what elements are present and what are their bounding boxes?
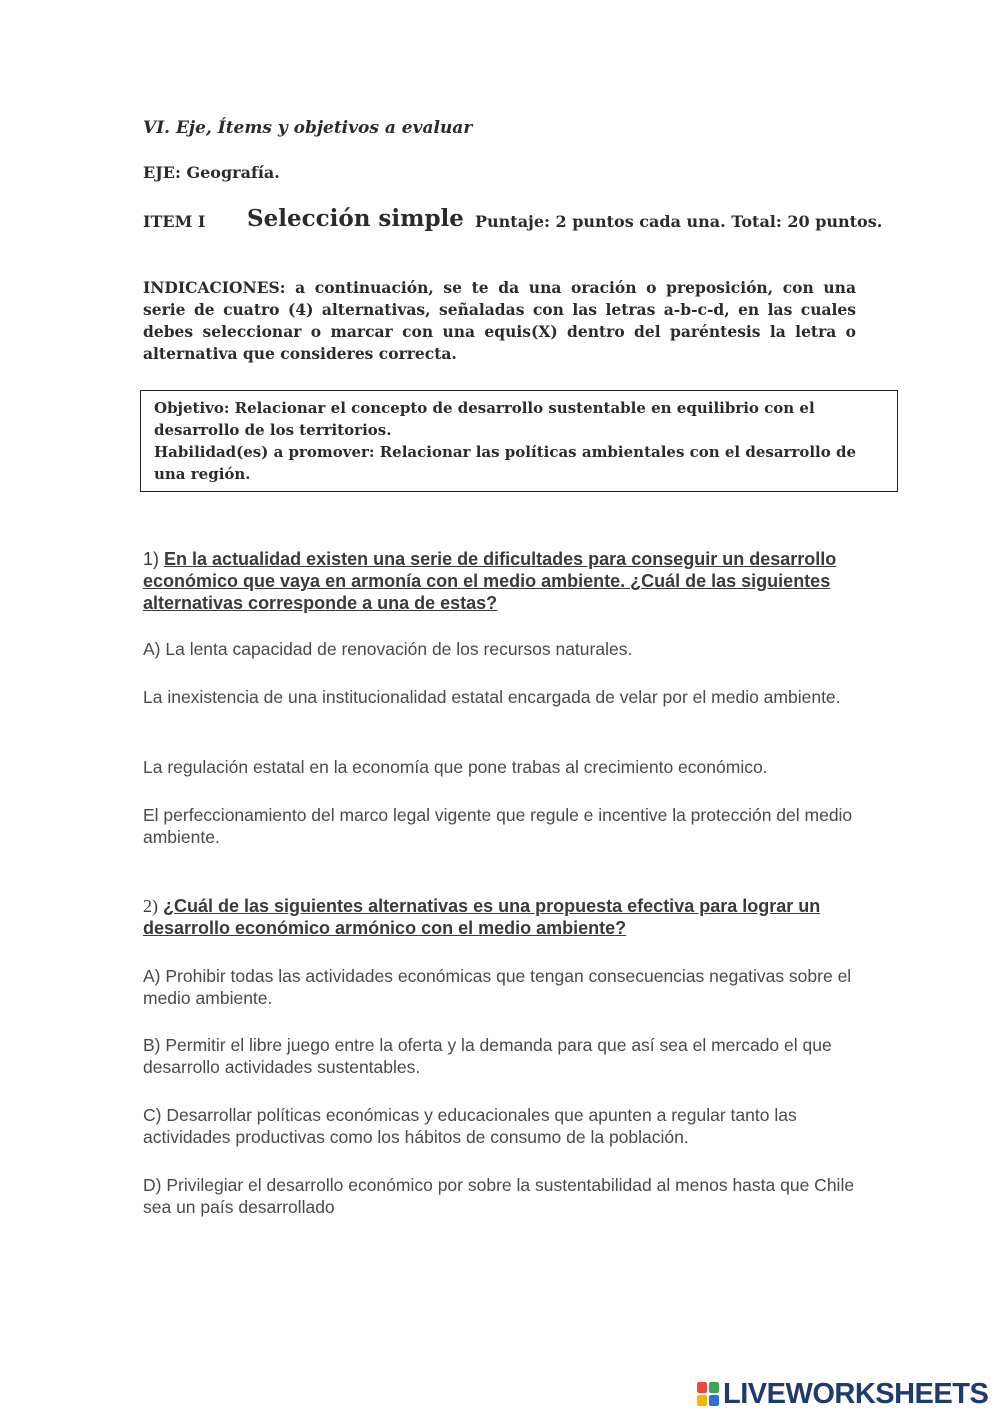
q1-option-2[interactable]: La inexistencia de una institucionalidad estatal encargada de velar por el medio ambiente.	[143, 687, 841, 707]
q2-option-a[interactable]: A) Prohibir todas las actividades económicas que tengan consecuencias negativas sobre el medio ambiente.	[143, 966, 852, 1008]
item-title: Selección simple	[247, 205, 464, 232]
eje-label: EJE: Geografía.	[143, 163, 280, 182]
objective-box	[140, 390, 898, 492]
logo-square	[697, 1395, 707, 1406]
question-2	[143, 895, 863, 939]
logo-square	[709, 1382, 719, 1393]
q2-option-b[interactable]: B) Permitir el libre juego entre la oferta y la demanda para que así sea el mercado el que desarrollo actividades sustentables.	[143, 1035, 832, 1077]
skill-text: Habilidad(es) a promover: Relacionar las políticas ambientales con el desarrollo de una región.	[154, 443, 857, 483]
q2-option-d[interactable]: D) Privilegiar el desarrollo económico por sobre la sustentabilidad al menos hasta que Chile sea un país desarrollado	[143, 1175, 855, 1217]
question-number: 1)	[143, 549, 160, 569]
objective-text: Objetivo: Relacionar el concepto de desarrollo sustentable en equilibrio con el desarrollo de los territorios.	[154, 399, 815, 439]
question-text: ¿Cuál de las siguientes alternativas es una propuesta efectiva para lograr un desarrollo económico armónico con el medio ambiente?	[143, 896, 821, 938]
section-title: VI. Eje, Ítems y objetivos a evaluar	[143, 118, 473, 138]
logo-square	[697, 1382, 707, 1393]
q2-option-c[interactable]: C) Desarrollar políticas económicas y educacionales que apunten a regular tanto las actividades productivas como los hábitos de consumo de la población.	[143, 1105, 797, 1147]
liveworksheets-logo	[697, 1378, 988, 1410]
logo-text: LIVEWORKSHEETS	[723, 1377, 989, 1410]
q1-option-3[interactable]: La regulación estatal en la economía que pone trabas al crecimiento económico.	[143, 757, 768, 777]
indications-text: INDICACIONES: a continuación, se te da una oración o preposición, con una serie de cuatro (4) alternativas, señaladas con las letras a-b-c-d, en las cuales debes seleccionar o marcar con una equis(X) dentro del paréntesis la letra o alternativa que consideres correcta.	[143, 278, 856, 363]
question-text: En la actualidad existen una serie de dificultades para conseguir un desarrollo económico que vaya en armonía con el medio ambiente. ¿Cuál de las siguientes alternativas corresponde a una de estas?	[143, 549, 837, 613]
item-label: ITEM I	[143, 212, 206, 231]
q1-option-4[interactable]: El perfeccionamiento del marco legal vigente que regule e incentive la protección del medio ambiente.	[143, 805, 853, 847]
logo-icon	[697, 1382, 719, 1406]
item-score: Puntaje: 2 puntos cada una. Total: 20 puntos.	[475, 212, 883, 231]
question-1	[143, 548, 863, 614]
logo-square	[709, 1395, 719, 1406]
question-number: 2)	[143, 896, 158, 916]
q1-option-1[interactable]: A) La lenta capacidad de renovación de los recursos naturales.	[143, 639, 633, 659]
